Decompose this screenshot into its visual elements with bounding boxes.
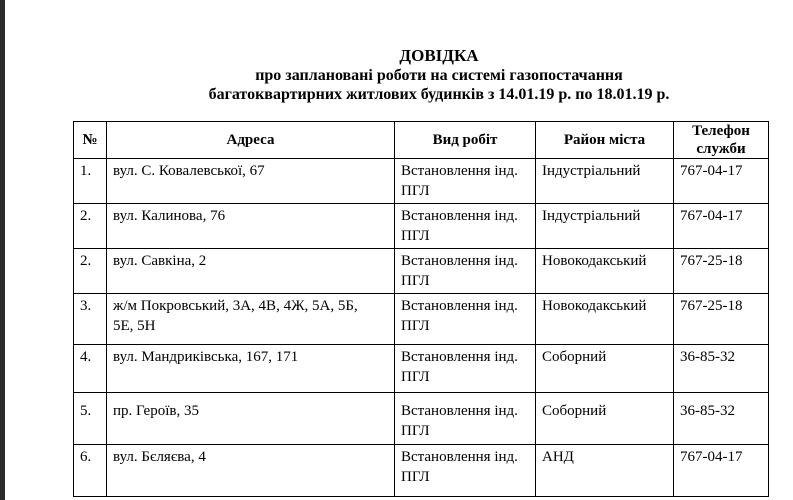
header-work-type: Вид робіт [395, 122, 536, 159]
row-phone: 36-85-32 [674, 393, 769, 445]
row-district: Соборний [536, 345, 674, 393]
row-work-line2: ПГЛ [401, 183, 430, 199]
document-title: ДОВІДКА [399, 46, 479, 65]
table-row [74, 159, 769, 204]
header-number: № [74, 122, 107, 159]
header-address: Адреса [107, 122, 395, 159]
row-work-type [395, 345, 536, 393]
row-address: пр. Героїв, 35 [107, 393, 395, 445]
document-subtitle-line1: про заплановані роботи на системі газопостачання [255, 67, 623, 84]
row-district: Новокодакський [536, 249, 674, 294]
row-phone: 767-04-17 [674, 204, 769, 249]
row-phone: 36-85-32 [674, 345, 769, 393]
row-work-line2: ПГЛ [401, 318, 430, 334]
row-work-type [395, 445, 536, 497]
row-phone: 767-25-18 [674, 294, 769, 345]
row-number: 2. [74, 249, 107, 294]
table-header-row [74, 122, 769, 159]
row-district: Соборний [536, 393, 674, 445]
row-number: 3. [74, 294, 107, 345]
row-work-type [395, 393, 536, 445]
row-work-line1: Встановлення інд. [401, 298, 518, 314]
row-address: вул. Савкіна, 2 [107, 249, 395, 294]
row-phone: 767-04-17 [674, 445, 769, 497]
header-district: Район міста [536, 122, 674, 159]
row-number: 1. [74, 159, 107, 204]
table-row [74, 204, 769, 249]
row-address: вул. Бєляєва, 4 [107, 445, 395, 497]
row-address: вул. Калинова, 76 [107, 204, 395, 249]
row-work-line2: ПГЛ [401, 369, 430, 385]
row-work-line1: Встановлення інд. [401, 208, 518, 224]
row-number: 4. [74, 345, 107, 393]
row-address: вул. Мандриківська, 167, 171 [107, 345, 395, 393]
header-phone [674, 122, 769, 159]
row-number: 5. [74, 393, 107, 445]
table-row [74, 393, 769, 445]
row-work-line2: ПГЛ [401, 228, 430, 244]
row-work-line1: Встановлення інд. [401, 403, 518, 419]
row-number: 2. [74, 204, 107, 249]
header-phone-line2: служби [696, 141, 746, 157]
table-row [74, 445, 769, 497]
row-work-type [395, 204, 536, 249]
row-work-type [395, 159, 536, 204]
table-row [74, 249, 769, 294]
row-district: АНД [536, 445, 674, 497]
row-work-type [395, 249, 536, 294]
row-address: вул. С. Ковалевської, 67 [107, 159, 395, 204]
row-work-line2: ПГЛ [401, 423, 430, 439]
gas-works-table [73, 121, 769, 497]
table-row [74, 345, 769, 393]
row-work-type [395, 294, 536, 345]
document-subtitle-line2: багатоквартирних житлових будинків з 14.01.19 р. по 18.01.19 р. [208, 86, 670, 103]
table-row [74, 294, 769, 345]
row-phone: 767-25-18 [674, 249, 769, 294]
row-district: Індустріальний [536, 159, 674, 204]
row-phone: 767-04-17 [674, 159, 769, 204]
row-work-line1: Встановлення інд. [401, 253, 518, 269]
row-work-line2: ПГЛ [401, 469, 430, 485]
document-heading [0, 46, 793, 104]
header-phone-line1: Телефон [692, 123, 750, 139]
row-number: 6. [74, 445, 107, 497]
row-work-line1: Встановлення інд. [401, 163, 518, 179]
row-address [107, 294, 395, 345]
row-work-line2: ПГЛ [401, 273, 430, 289]
row-address-line1: ж/м Покровський, 3А, 4В, 4Ж, 5А, 5Б, [113, 298, 358, 314]
row-work-line1: Встановлення інд. [401, 449, 518, 465]
row-district: Новокодакський [536, 294, 674, 345]
row-work-line1: Встановлення інд. [401, 349, 518, 365]
row-district: Індустріальний [536, 204, 674, 249]
row-address-line2: 5Е, 5Н [113, 318, 156, 334]
